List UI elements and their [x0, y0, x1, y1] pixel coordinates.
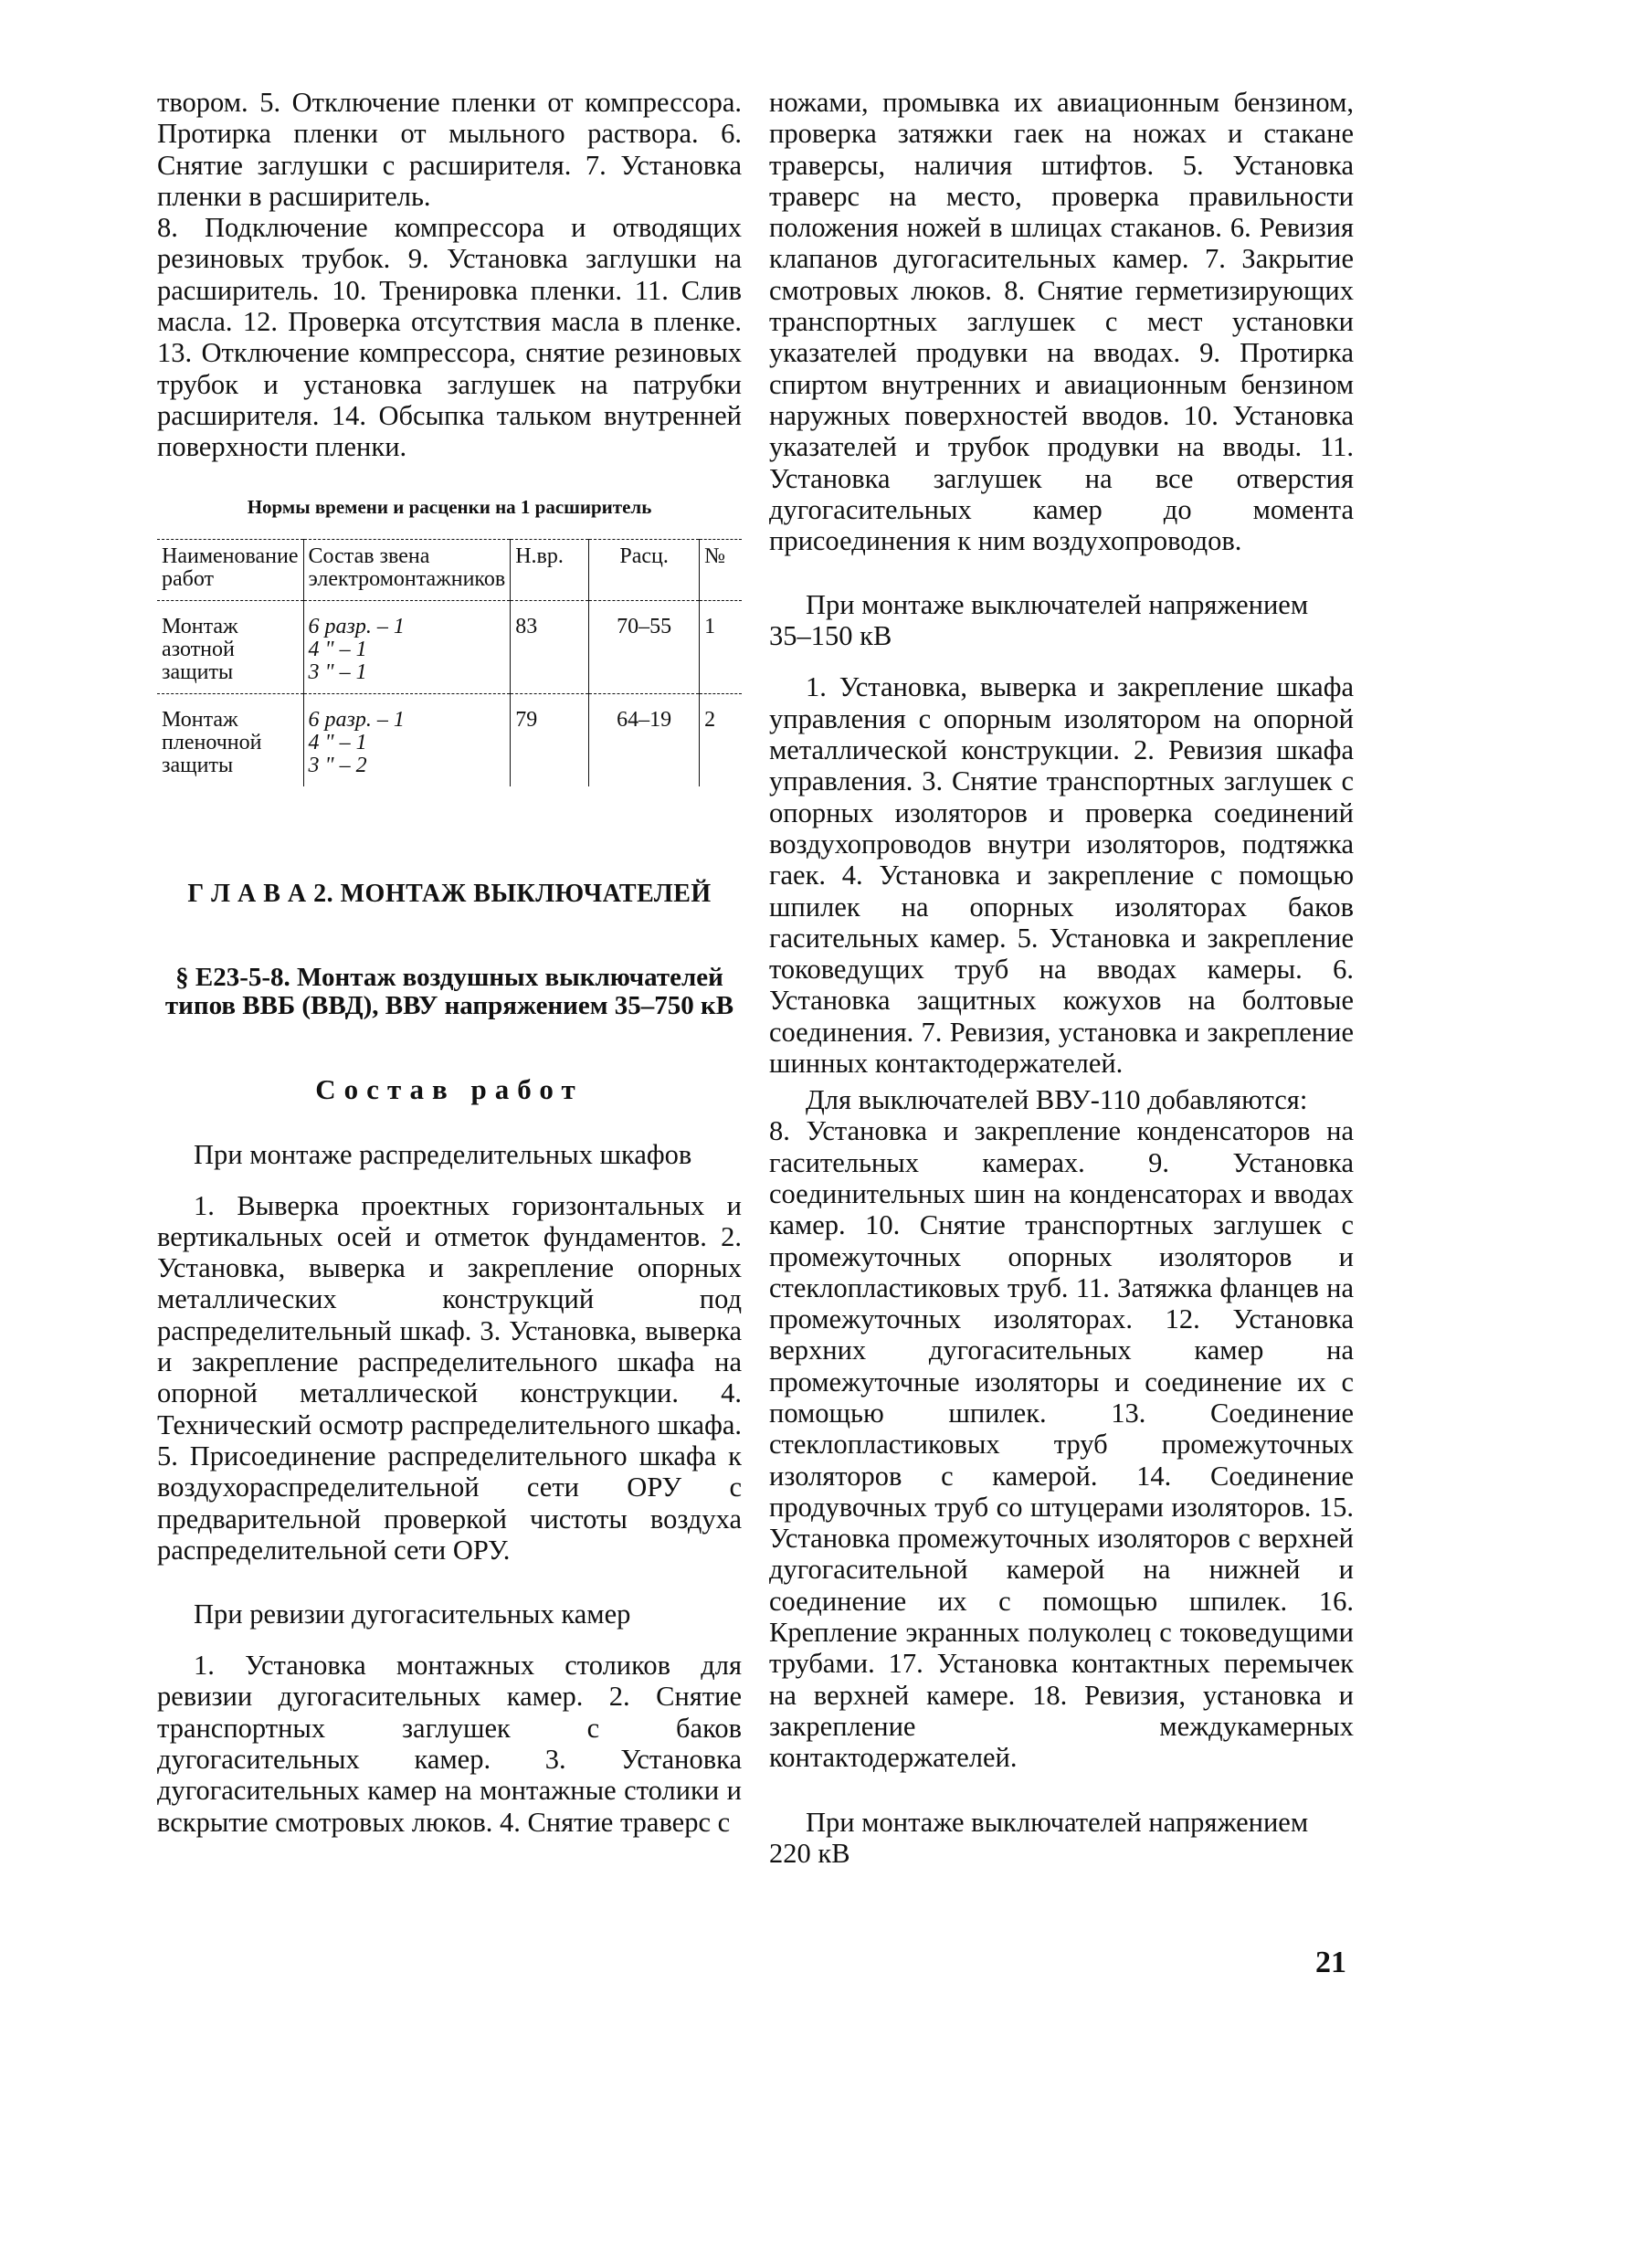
rate-cell: 70–55: [589, 600, 700, 693]
number-cell: 1: [704, 614, 716, 638]
paragraph: 8. Подключение компрессора и отводящих резиновых трубок. 9. Установка заглушки на расширитель. 10. Тренировка пленки. 11. Слив масла. 12. Проверка отсутствия масла в пленке. 13. Отключение компрессора, снятие резиновых трубок и установка заглушек на патрубки расширителя. 14. Обсыпка тальком внутренней поверхности пленки.: [157, 212, 742, 463]
left-column: [157, 87, 742, 1838]
crew-line: 3 " – 1: [308, 659, 367, 684]
table-row: [157, 600, 742, 693]
work-name-cell: Монтаж азотной защиты: [157, 600, 303, 693]
paragraph: 1. Установка, выверка и закрепление шкафа управления с опорным изолятором на опорной металлической конструкции. 2. Ревизия шкафа управления. 3. Снятие транспортных заглушек с опорных изоляторов и проверка соединений воздухопроводов внутри изоляторов, подтяжка гаек. 4. Установка и закрепление с помощью шпилек на опорных изоляторах баков гасительных камер. 5. Установка и закрепление токоведущих труб на вводах камеры. 6. Установка защитных кожухов на болтовые соединения. 7. Ревизия, установка и закрепление шинных контактодержателей.: [769, 671, 1354, 1080]
paragraph: твором. 5. Отключение пленки от компрессора. Протирка пленки от мыльного раствора. 6. Снятие заглушки с расширителя. 7. Установка пленки в расширитель.: [157, 87, 742, 212]
crew-line: 3 " – 2: [308, 753, 367, 777]
norm-cell: 79: [511, 693, 589, 786]
header-cell: Наименование работ: [157, 539, 303, 600]
header-cell: Расц.: [589, 539, 700, 600]
table-caption: Нормы времени и расценки на 1 расширитель: [247, 495, 652, 518]
crew-line: 4 " – 1: [308, 637, 367, 661]
subheading-sostav: Состав работ: [315, 1072, 584, 1105]
chapter-title: Г Л А В А 2. МОНТАЖ ВЫКЛЮЧАТЕЛЕЙ: [187, 879, 712, 908]
subheading: При монтаже выключателей напряжением 220 кВ: [769, 1806, 1309, 1869]
crew-line: 6 разр. – 1: [308, 707, 405, 732]
rate-cell: 64–19: [589, 693, 700, 786]
paragraph: ножами, промывка их авиационным бензином, проверка затяжки гаек на ножах и стакане траверсы, наличия штифтов. 5. Установка траверс на место, проверка правильности положения ножей в шлицах стаканов. 6. Ревизия клапанов дугогасительных камер. 7. Закрытие смотровых люков. 8. Снятие герметизирующих транспортных заглушек с мест установки указателей продувки на вводах. 9. Протирка спиртом внутренних и авиационным бензином наружных поверхностей вводов. 10. Установка указателей и трубок продувки на вводы. 11. Установка заглушек на все отверстия дугогасительных камер до момента присоединения к ним воздухопроводов.: [769, 87, 1354, 557]
table-row: [157, 693, 742, 786]
paragraph: 1. Установка монтажных столиков для ревизии дугогасительных камер. 2. Снятие транспортных заглушек с баков дугогасительных камер. 3. Установка дугогасительных камер на монтажные столики и вскрытие смотровых люков. 4. Снятие траверс с: [157, 1650, 742, 1838]
header-cell: №: [704, 543, 726, 568]
header-cell: Состав звена электромонтажников: [303, 539, 511, 600]
norms-table: [157, 539, 742, 786]
subheading: При ревизии дугогасительных камер: [194, 1598, 631, 1630]
crew-cell: [303, 600, 511, 693]
right-column: [769, 87, 1354, 1869]
crew-line: 4 " – 1: [308, 730, 367, 754]
norm-cell: 83: [511, 600, 589, 693]
paragraph: 8. Установка и закрепление конденсаторов на гасительных камерах. 9. Установка соединительных шин на конденсаторах и вводах камер. 10. Снятие транспортных заглушек с промежуточных опорных изоляторов и стеклопластиковых труб. 11. Затяжка фланцев на промежуточных изоляторах. 12. Установка верхних дугогасительных камер на промежуточные изоляторы и соединение их с помощью шпилек. 13. Соединение стеклопластиковых труб промежуточных изоляторов с камерой. 14. Соединение продувочных труб со штуцерами изоляторов. 15. Установка промежуточных изоляторов с верхней дугогасительной камерой на нижней и соединение их с помощью шпилек. 16. Крепление экранных полуколец с токоведущими трубами. 17. Установка контактных перемычек на верхней камере. 18. Ревизия, установка и закрепление междукамерных контактодержателей.: [769, 1115, 1354, 1774]
table-header-row: [157, 539, 742, 600]
header-cell: Н.вр.: [511, 539, 589, 600]
crew-line: 6 разр. – 1: [308, 614, 405, 638]
subheading: При монтаже распределительных шкафов: [194, 1138, 692, 1170]
section-title: § Е23-5-8. Монтаж воздушных выключателей типов ВВБ (ВВД), ВВУ напряжением 35–750 кВ: [164, 962, 734, 1020]
crew-cell: [303, 693, 511, 786]
subheading: При монтаже выключателей напряжением 35–150 кВ: [769, 589, 1309, 652]
work-name-cell: Монтаж пленочной защиты: [157, 693, 303, 786]
page-number: 21: [1315, 1946, 1346, 1979]
number-cell: 2: [704, 707, 716, 732]
paragraph: 1. Выверка проектных горизонтальных и вертикальных осей и отметок фундаментов. 2. Установка, выверка и закрепление опорных металлических конструкций под распределительный шкаф. 3. Установка, выверка и закрепление распределительного шкафа на опорной металлической конструкции. 4. Технический осмотр распределительного шкафа. 5. Присоединение распределительного шкафа к воздухораспределительной сети ОРУ с предварительной проверкой чистоты воздуха распределительной сети ОРУ.: [157, 1189, 742, 1566]
paragraph-lead: Для выключателей ВВУ-110 добавляются:: [806, 1084, 1308, 1116]
